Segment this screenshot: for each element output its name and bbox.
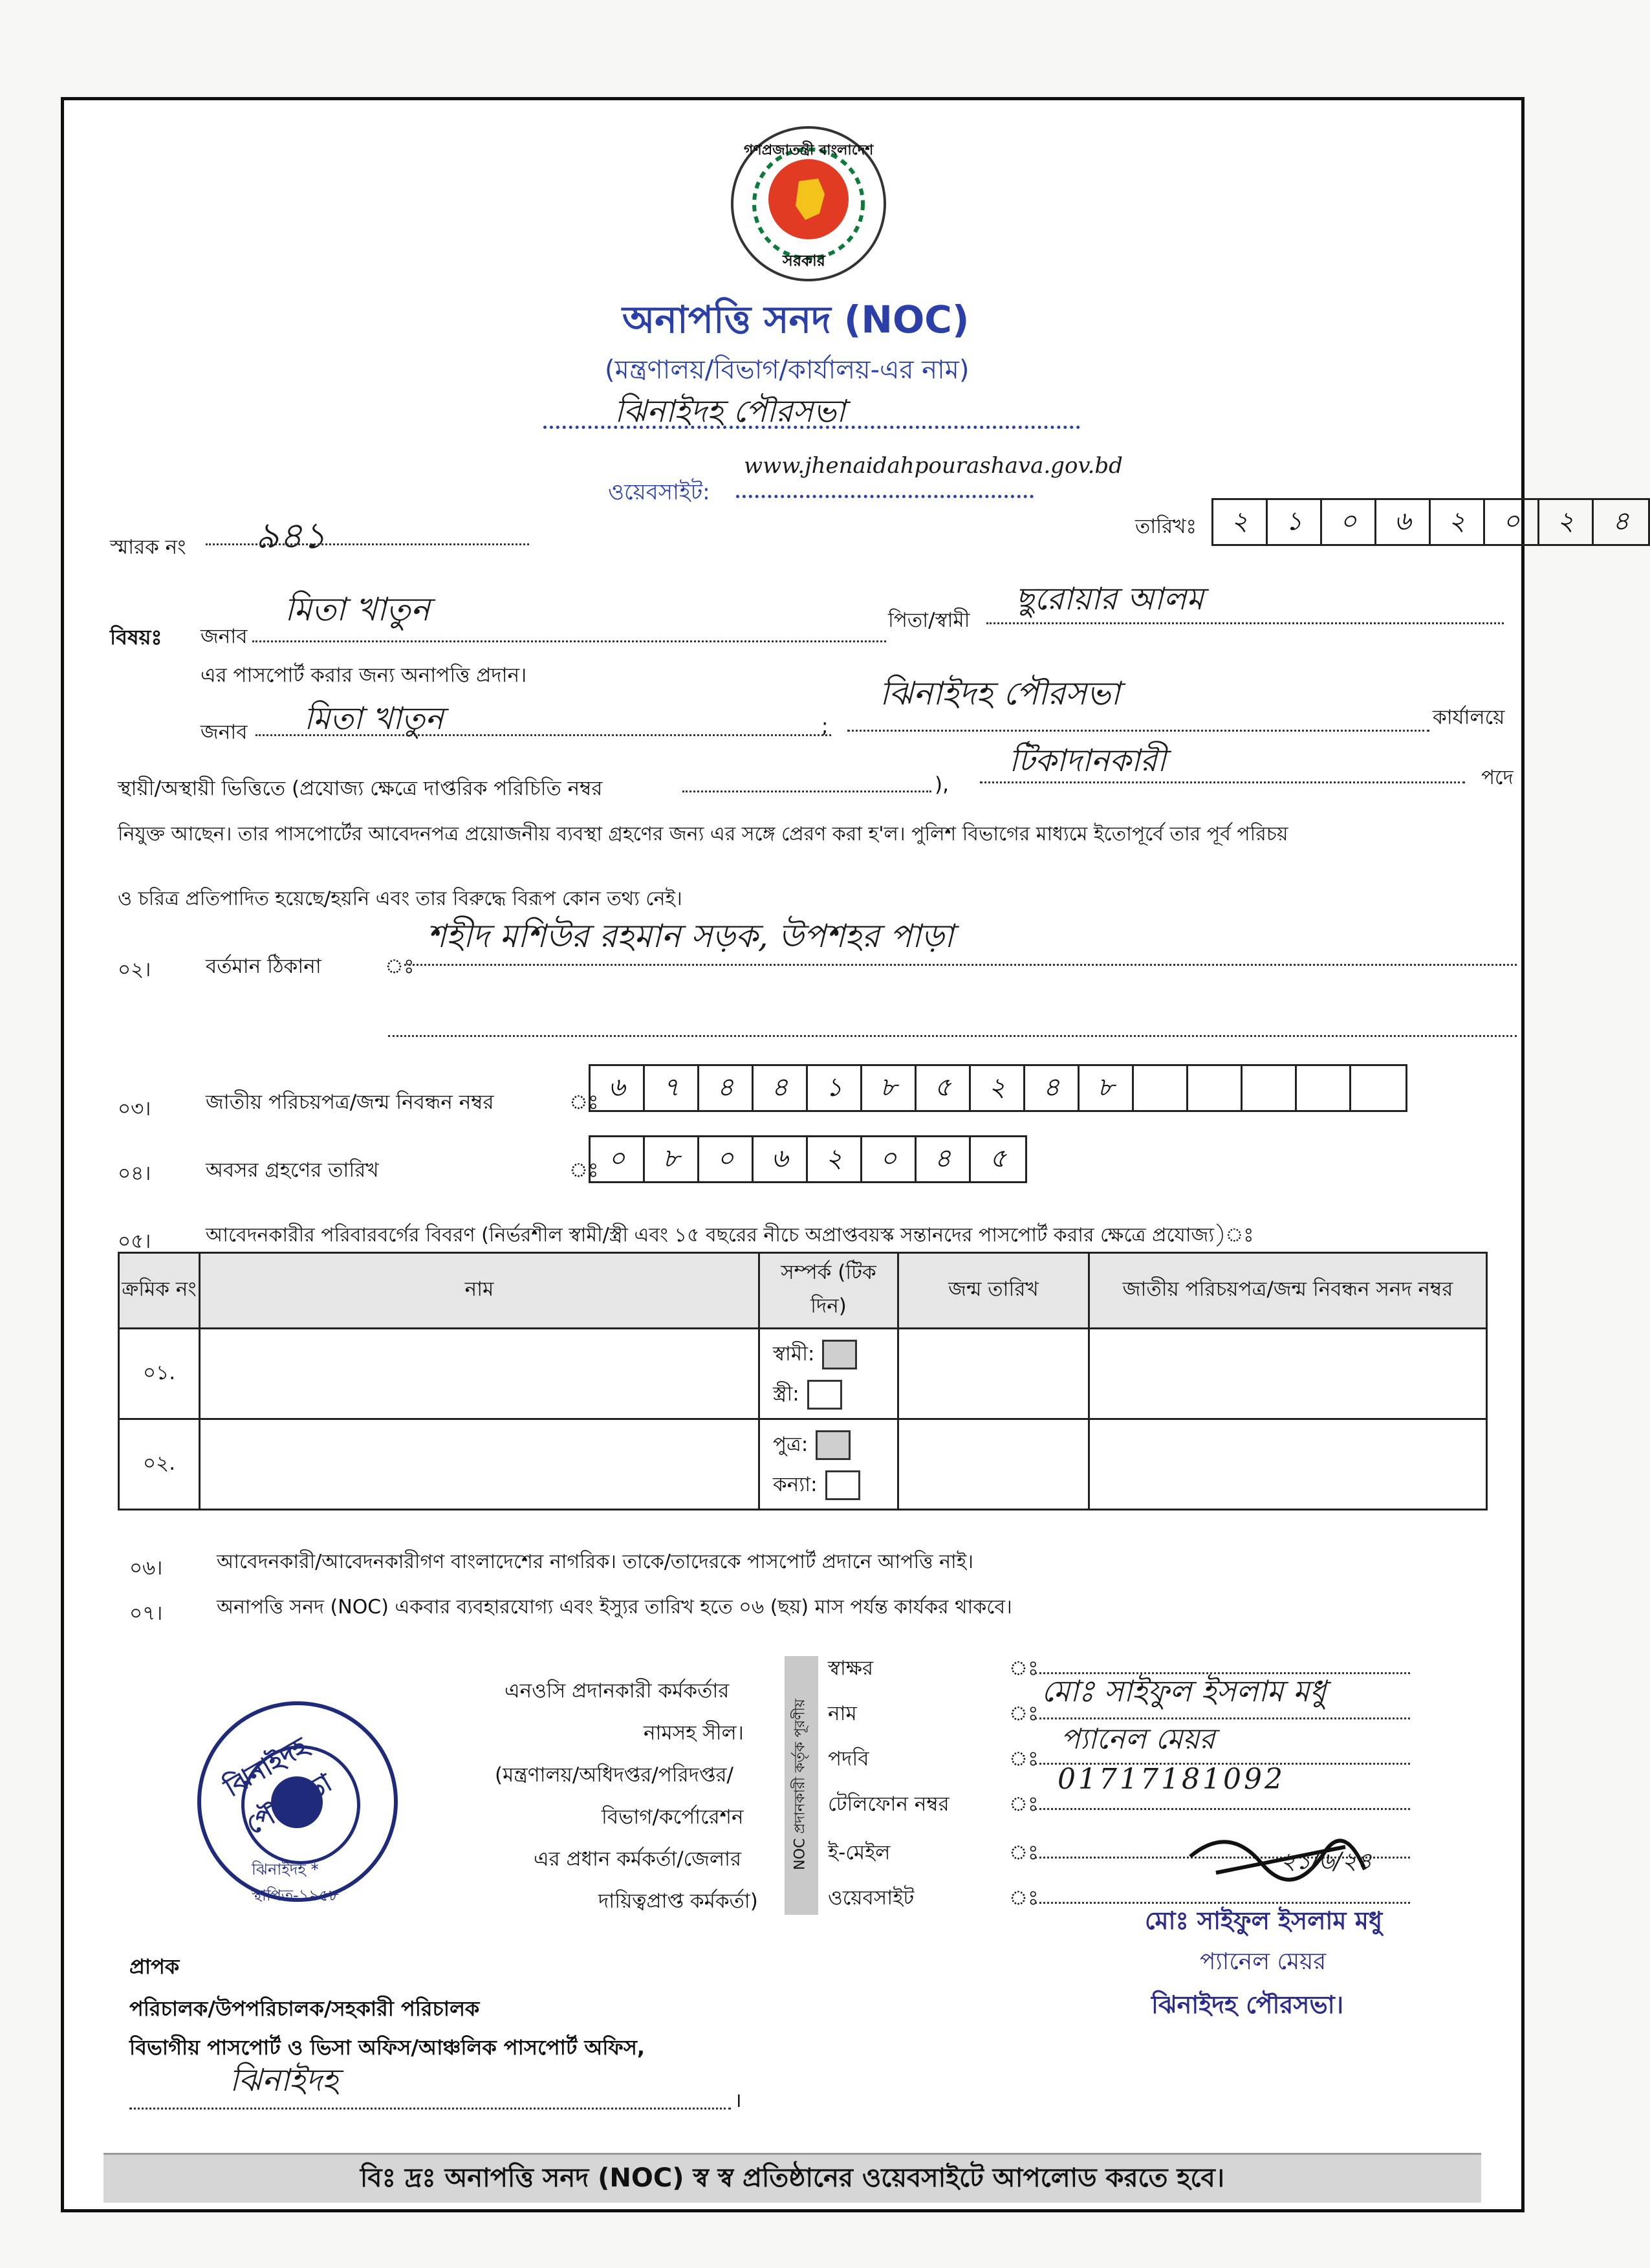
body-paragraph-2: ও চরিত্র প্রতিপাদিত হয়েছে/হয়নি এবং তার বিরুদ্ধে বিরূপ কোন তথ্য নেই। bbox=[118, 888, 682, 910]
digit-box bbox=[1243, 1066, 1297, 1110]
table-header-nid: জাতীয় পরিচয়পত্র/জন্ম নিবন্ধন সনদ নম্বর bbox=[1089, 1253, 1487, 1329]
recipient-line-1: পরিচালক/উপপরিচালক/সহকারী পরিচালক bbox=[129, 1996, 480, 2021]
retirement-date-boxes bbox=[589, 1135, 1027, 1183]
recipient-line-2: বিভাগীয় পাসপোর্ট ও ভিসা অফিস/আঞ্চলিক পাসপোর্ট অফিস, bbox=[129, 2035, 646, 2060]
subject-label: বিষয়ঃ bbox=[110, 625, 162, 649]
item-06-number: ০৬। bbox=[129, 1556, 163, 1580]
nid-label: জাতীয় পরিচয়পত্র/জন্ম নিবন্ধন নম্বর bbox=[206, 1091, 494, 1114]
digit-box: ৪ bbox=[1612, 506, 1629, 536]
item-05-number: ০৫। bbox=[118, 1230, 151, 1253]
digit-box: ০ bbox=[862, 1137, 917, 1181]
father-value: ছুরোয়ার আলম bbox=[1015, 581, 1204, 617]
digit-box: ১ bbox=[808, 1066, 862, 1110]
item-07-text: অনাপত্তি সনদ (NOC) একবার ব্যবহারযোগ্য এবং ইস্যুর তারিখ হতে ০৬ (ছয়) মাস পর্যন্ত কার্যকর থাকবে। bbox=[217, 1596, 1012, 1619]
emblem-top-text: গণপ্রজাতন্ত্রী বাংলাদেশ bbox=[744, 142, 874, 158]
recipient-label: প্রাপক bbox=[129, 1954, 180, 1979]
perm-text: স্থায়ী/অস্থায়ী ভিত্তিতে (প্রযোজ্য ক্ষেত্রে দাপ্তরিক পরিচিতি নম্বর bbox=[118, 777, 603, 800]
digit-box: ৬ bbox=[1376, 500, 1431, 544]
row-name-cell[interactable] bbox=[200, 1419, 759, 1510]
footer-note: বিঃ দ্রঃ অনাপত্তি সনদ (NOC) স্ব স্ব প্রতিষ্ঠানের ওয়েবসাইটে আপলোড করতে হবে। bbox=[103, 2153, 1481, 2203]
phone-line bbox=[1035, 1808, 1410, 1810]
perm-number-line bbox=[682, 791, 931, 792]
digit-box: ৬ bbox=[754, 1137, 808, 1181]
office-name-value: ঝিনাইদহ পৌরসভা bbox=[614, 393, 845, 430]
digit-box: ৫ bbox=[917, 1066, 971, 1110]
item-02-number: ০২। bbox=[118, 958, 151, 981]
husband-checkbox[interactable] bbox=[822, 1340, 857, 1369]
subject-name-value: মিতা খাতুন bbox=[285, 591, 430, 628]
body-office-line bbox=[847, 730, 1429, 732]
row-dob-cell[interactable] bbox=[898, 1419, 1089, 1510]
father-line bbox=[986, 622, 1504, 624]
body-name-value: মিতা খাতুন bbox=[304, 701, 444, 737]
row-nid-cell[interactable] bbox=[1089, 1329, 1487, 1419]
item-03-number: ০৩। bbox=[118, 1097, 151, 1120]
address-line-1 bbox=[404, 964, 1517, 966]
office-subtitle: (মন্ত্রণালয়/বিভাগ/কার্যালয়-এর নাম) bbox=[605, 355, 970, 385]
digit-box: ০ bbox=[591, 1137, 645, 1181]
emblem-bottom-text: সরকার bbox=[783, 252, 826, 270]
digit-box: ২ bbox=[808, 1137, 862, 1181]
office-suffix: কার্যালয়ে bbox=[1433, 706, 1505, 729]
post-suffix: পদে bbox=[1481, 766, 1514, 789]
field-signature-label: স্বাক্ষর bbox=[828, 1657, 874, 1680]
subject-janab: জনাব bbox=[201, 625, 248, 648]
digit-box bbox=[1188, 1066, 1243, 1110]
post-line bbox=[980, 781, 1465, 783]
officer-caption-3: (মন্ত্রণালয়/অধিদপ্তর/পরিদপ্তর/ bbox=[495, 1763, 733, 1787]
website-value: www.jhenaidahpourashava.gov.bd bbox=[744, 453, 1123, 479]
officer-caption-2: নামসহ সীল। bbox=[644, 1721, 744, 1745]
digit-box: ০ bbox=[1485, 500, 1539, 544]
nid-boxes bbox=[589, 1064, 1407, 1112]
son-checkbox[interactable] bbox=[816, 1430, 851, 1460]
signature-date: ২১/৬/২৪ bbox=[1281, 1848, 1373, 1875]
family-table bbox=[118, 1252, 1488, 1510]
table-header-name: নাম bbox=[200, 1253, 759, 1329]
father-label: পিতা/স্বামী bbox=[888, 609, 970, 632]
recipient-city: ঝিনাইদহ bbox=[230, 2062, 339, 2099]
digit-box bbox=[1297, 1066, 1351, 1110]
retirement-label: অবসর গ্রহণের তারিখ bbox=[206, 1159, 379, 1182]
officer-designation-value: প্যানেল মেয়র bbox=[1061, 1723, 1215, 1756]
table-header-dob: জন্ম তারিখ bbox=[898, 1253, 1089, 1329]
table-header-relation: সম্পর্ক (টিক দিন) bbox=[759, 1253, 898, 1329]
page-title: অনাপত্তি সনদ (NOC) bbox=[622, 298, 970, 342]
family-label: আবেদনকারীর পরিবারবর্গের বিবরণ (নির্ভরশীল স্বামী/স্ত্রী এবং ১৫ বছরের নীচে অপ্রাপ্তবয়স্ক সন্তানদের পাসপোর্ট করার ক্ষেত্রে প্রযোজ্য)ঃ bbox=[206, 1224, 1254, 1247]
row-sl: ০১. bbox=[119, 1329, 200, 1419]
item-04-number: ০৪। bbox=[118, 1162, 151, 1185]
officer-phone-value: 01717181092 bbox=[1058, 1763, 1285, 1796]
row-sl: ০২. bbox=[119, 1419, 200, 1510]
item-06-text: আবেদনকারী/আবেদনকারীগণ বাংলাদেশের নাগরিক। তাকে/তাদেরকে পাসপোর্ট প্রদানে আপত্তি নাই। bbox=[217, 1551, 974, 1573]
digit-box: ০ bbox=[1322, 500, 1376, 544]
digit-box: ৮ bbox=[862, 1066, 917, 1110]
digit-box: ১ bbox=[1268, 500, 1322, 544]
body-office-value: ঝিনাইদহ পৌরসভা bbox=[880, 675, 1120, 712]
officer-caption-1: এনওসি প্রদানকারী কর্মকর্তার bbox=[505, 1679, 730, 1703]
digit-box bbox=[1134, 1066, 1188, 1110]
address-label: বর্তমান ঠিকানা bbox=[206, 955, 321, 978]
row-relation-cell: পুত্র: কন্যা: bbox=[759, 1419, 898, 1510]
digit-box: ৬ bbox=[591, 1066, 645, 1110]
officer-caption-6: দায়িত্বপ্রাপ্ত কর্মকর্তা) bbox=[598, 1890, 758, 1913]
digit-box: ০ bbox=[699, 1137, 754, 1181]
seal-designation: প্যানেল মেয়র bbox=[1200, 1948, 1327, 1975]
digit-box: ৭ bbox=[645, 1066, 699, 1110]
digit-box: ২ bbox=[1539, 500, 1594, 544]
officer-name-value: মোঃ সাইফুল ইসলাম মধু bbox=[1041, 1674, 1327, 1708]
digit-box bbox=[1351, 1066, 1406, 1110]
seal-office: ঝিনাইদহ পৌরসভা। bbox=[1151, 1990, 1344, 2019]
website-label: ওয়েবসাইট: bbox=[608, 479, 710, 505]
body-paragraph-1: নিযুক্ত আছেন। তার পাসপোর্টের আবেদনপত্র প্রয়োজনীয় ব্যবস্থা গ্রহণের জন্য এর সঙ্গে প্রেরণ করা হ'ল। পুলিশ বিভাগের মাধ্যমে ইতোপূর্বে তার পূর্ব পরিচয় bbox=[118, 823, 1288, 845]
row-dob-cell[interactable] bbox=[898, 1329, 1089, 1419]
row-nid-cell[interactable] bbox=[1089, 1419, 1487, 1510]
office-name-line bbox=[543, 426, 1080, 429]
seal-name: মোঃ সাইফুল ইসলাম মধু bbox=[1145, 1906, 1383, 1935]
recipient-city-line bbox=[129, 2108, 731, 2110]
memo-value: ৯৪১ bbox=[255, 515, 327, 557]
row-name-cell[interactable] bbox=[200, 1329, 759, 1419]
digit-box: ২ bbox=[1213, 500, 1268, 544]
field-designation-label: পদবি bbox=[828, 1747, 869, 1771]
officer-caption-4: বিভাগ/কর্পোরেশন bbox=[602, 1805, 744, 1829]
field-name-label: নাম bbox=[828, 1702, 857, 1725]
subject-line2: এর পাসপোর্ট করার জন্য অনাপত্তি প্রদান। bbox=[201, 664, 527, 687]
digit-box: ৪ bbox=[754, 1066, 808, 1110]
digit-box: ২ bbox=[1431, 500, 1485, 544]
subject-name-line bbox=[252, 640, 886, 642]
digit-box: ৪ bbox=[699, 1066, 754, 1110]
website-line bbox=[736, 495, 1034, 498]
body-name-line bbox=[255, 734, 831, 736]
officer-sidebar: NOC প্রদানকারী কর্তৃক পূরণীয় bbox=[785, 1656, 818, 1915]
date-label: তারিখঃ bbox=[1135, 515, 1197, 538]
digit-box: ৮ bbox=[645, 1137, 699, 1181]
table-header-sl: ক্রমিক নং bbox=[119, 1253, 200, 1329]
field-email-label: ই-মেইল bbox=[828, 1841, 891, 1864]
digit-box: ২ bbox=[971, 1066, 1025, 1110]
field-website-label: ওয়েবসাইট bbox=[828, 1886, 915, 1910]
digit-box: ৪ bbox=[1025, 1066, 1080, 1110]
officer-caption-5: এর প্রধান কর্মকর্তা/জেলার bbox=[534, 1848, 742, 1871]
memo-label: স্মারক নং bbox=[110, 536, 186, 559]
address-value: শহীদ মশিউর রহমান সড়ক, উপশহর পাড়া bbox=[427, 917, 954, 955]
date-boxes bbox=[1211, 498, 1650, 546]
wife-checkbox[interactable] bbox=[807, 1380, 842, 1410]
body-janab: জনাব bbox=[201, 721, 248, 744]
item-07-number: ০৭। bbox=[129, 1602, 163, 1625]
address-line-2 bbox=[388, 1035, 1517, 1037]
row-relation-cell: স্বামী: স্ত্রী: bbox=[759, 1329, 898, 1419]
pourashava-stamp: ঝিনাইদহ পৌরসভা ঝিনাইদহ * স্থাপিত-১৯৫৮ bbox=[197, 1701, 398, 1902]
post-value: টিকাদানকারী bbox=[1009, 743, 1166, 779]
daughter-checkbox[interactable] bbox=[825, 1470, 860, 1500]
memo-line bbox=[206, 543, 529, 545]
table-row bbox=[119, 1329, 1487, 1419]
digit-box: ৪ bbox=[917, 1137, 971, 1181]
digit-box: ৫ bbox=[990, 1143, 1006, 1173]
table-row bbox=[119, 1419, 1487, 1510]
digit-box: ৮ bbox=[1080, 1066, 1134, 1110]
field-phone-label: টেলিফোন নম্বর bbox=[828, 1793, 950, 1816]
